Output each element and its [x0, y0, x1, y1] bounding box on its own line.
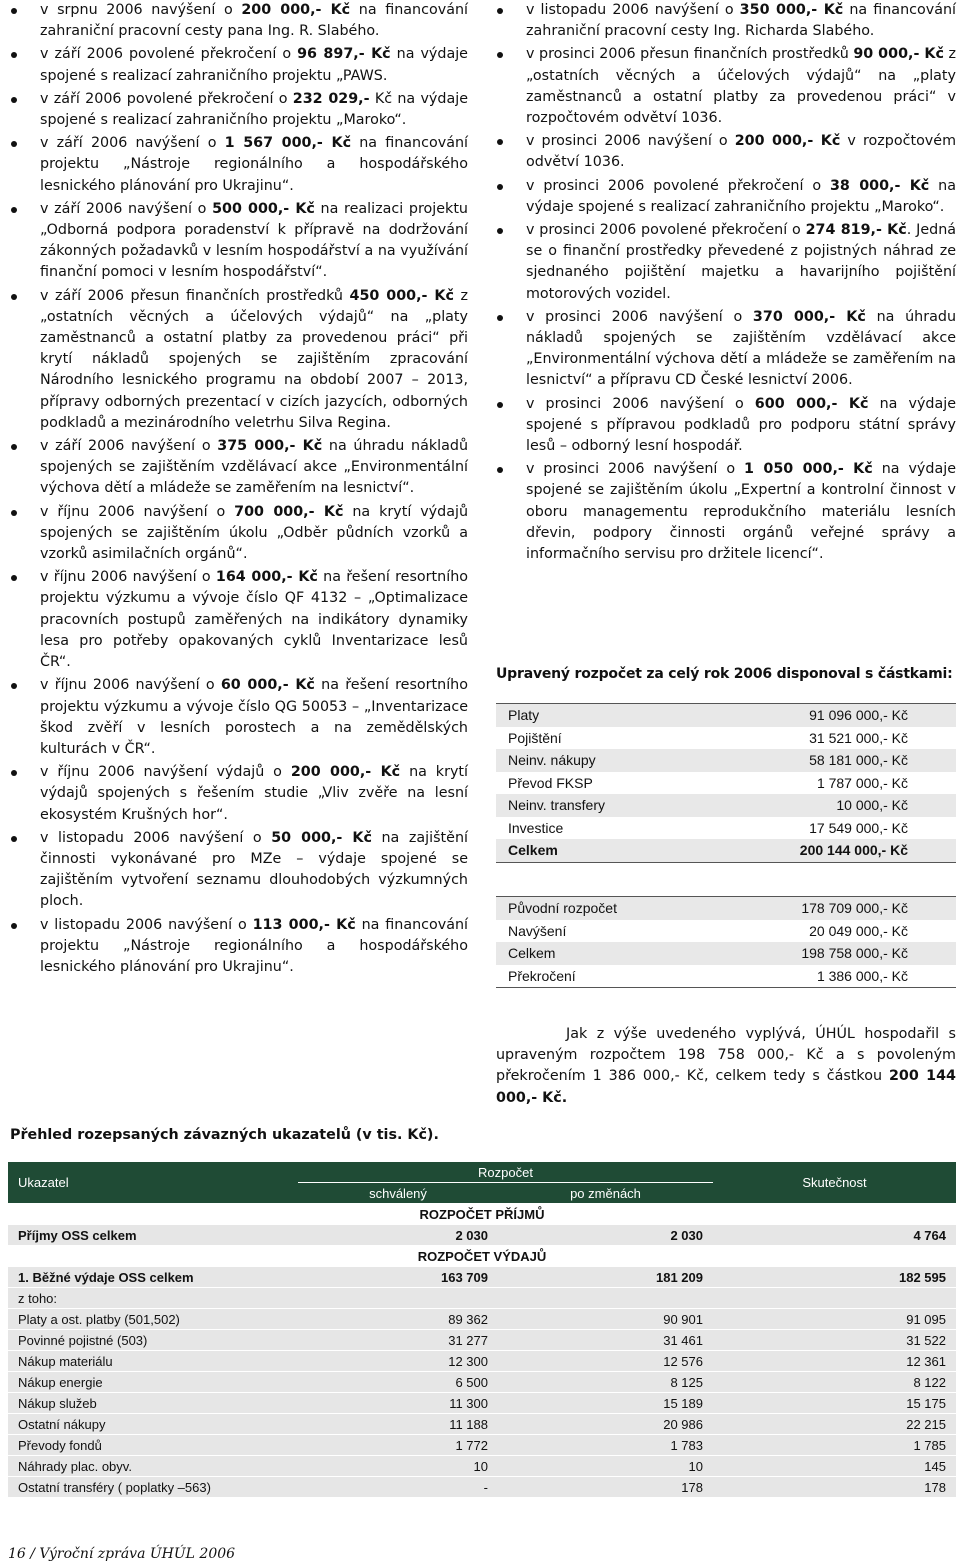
bullet-item [496, 131, 956, 173]
summary-label: Převod FKSP [508, 774, 593, 791]
bullet-dot-icon [11, 683, 17, 689]
bullet-text: z „ostatních věcných a účelových výdajů“ na „platy zaměstnanců a ostatní platby za provedenou práci“ při krytí nákladů spojených se zajištěním zpracování Národního lesnického programu na období 2007 – 2013, přípravy odborných prezentací v cizích jazycích, odborných podkladů a mezinárodního veletrhu Silva Regina. [40, 287, 468, 431]
bullet-text: v říjnu 2006 navýšení o [40, 569, 216, 586]
cell-label: Nákup služeb [8, 1393, 298, 1414]
table-row [8, 1456, 956, 1477]
cell-skutecnost: 12 361 [713, 1351, 956, 1372]
header-po-zmenach: po změnách [498, 1183, 713, 1204]
cell-po-zmenach: 10 [498, 1456, 713, 1477]
bullet-dot-icon [497, 8, 503, 14]
summary-label: Investice [508, 819, 564, 836]
cell-skutecnost: 145 [713, 1456, 956, 1477]
bullet-item [10, 199, 468, 284]
left-bullet-list [10, 0, 468, 978]
table-header-row-1 [8, 1162, 956, 1183]
summary-label: Překročení [508, 967, 576, 984]
bullet-amount: 370 000,- Kč [752, 308, 866, 325]
bullet-item [10, 436, 468, 500]
summary-value: 31 521 000,- Kč [809, 729, 908, 746]
bullet-item [10, 762, 468, 826]
cell-schvaleny: 2 030 [298, 1225, 498, 1246]
bullet-text: v září 2006 povolené překročení o [40, 90, 293, 107]
header-skutecnost: Skutečnost [713, 1162, 956, 1204]
cell-po-zmenach: 12 576 [498, 1351, 713, 1372]
bullet-amount: 274 819,- Kč [805, 222, 907, 239]
bullet-text: v srpnu 2006 navýšení o [40, 2, 242, 18]
summary-row [496, 942, 956, 965]
bullet-text: na výdaje spojené s realizací zahraničního projektu „PAWS. [40, 46, 468, 84]
bullet-text: na řešení resortního projektu výzkumu a vývoje číslo QG 50053 – „Inventarizace škod zvěří v lesních porostech a na zemědělských kulturách v ČR“. [40, 677, 468, 757]
summary-value: 17 549 000,- Kč [809, 819, 908, 836]
adjusted-budget-title: Upravený rozpočet za celý rok 2006 disponoval s částkami: [496, 666, 953, 682]
summary-label: Celkem [496, 839, 681, 862]
row-z-toho [8, 1288, 956, 1309]
cell-schvaleny: 11 188 [298, 1414, 498, 1435]
bullet-item [10, 133, 468, 197]
overview-title: Přehled rozepsaných závazných ukazatelů (v tis. Kč). [10, 1127, 439, 1143]
cell-schvaleny: 31 277 [298, 1330, 498, 1351]
bullet-dot-icon [11, 770, 17, 776]
bullet-amount: 50 000,- Kč [271, 829, 372, 846]
bullet-dot-icon [11, 8, 17, 14]
bullet-text: na výdaje spojené s přípravou podkladů pro podporu státní správy lesů – odborný lesní hospodář. [526, 395, 957, 455]
bullet-text: v prosinci 2006 navýšení o [526, 395, 755, 412]
cell-schvaleny: 89 362 [298, 1309, 498, 1330]
summary-row [496, 839, 956, 862]
bullet-text: na financování zahraniční pracovní cesty Ing. Richarda Slabého. [526, 2, 956, 40]
header-rozpocet: Rozpočet [298, 1162, 713, 1183]
bullet-amount: 200 000,- Kč [241, 2, 351, 18]
cell-po-zmenach: 178 [498, 1477, 713, 1498]
summary-label: Původní rozpočet [496, 897, 693, 920]
bullet-item [10, 502, 468, 566]
summary-label: Platy [496, 704, 681, 727]
bullet-text: na financování projektu „Nástroje regionálního a hospodářského lesnického plánování pro Ukrajinu“. [40, 916, 468, 975]
bullet-item [10, 915, 468, 979]
bullet-dot-icon [497, 402, 503, 408]
bullet-amount: 500 000,- Kč [212, 200, 315, 217]
section-prijmy [8, 1204, 956, 1225]
section-vydaje-label: ROZPOČET VÝDAJŮ [8, 1246, 956, 1267]
bullet-text: na financování zahraniční pracovní cesty pana Ing. R. Slabého. [40, 2, 468, 40]
bullet-item [10, 286, 468, 434]
cell-po-zmenach: 20 986 [498, 1414, 713, 1435]
bullet-amount: 90 000,- Kč [853, 46, 944, 63]
bullet-text: na úhradu nákladů spojených se zajištěním vzdělávací akce „Environmentální výchova dětí a mládeže se zaměřením na lesnictví“. [40, 438, 469, 497]
bullet-text: v prosinci 2006 navýšení o [526, 461, 745, 478]
summary-value: 91 096 000,- Kč [681, 704, 956, 727]
bullet-amount: 700 000,- Kč [234, 503, 344, 520]
bullet-text: v září 2006 navýšení o [40, 200, 213, 217]
table-row [8, 1435, 956, 1456]
page-footer: 16 / Výroční zpráva ÚHÚL 2006 [8, 1546, 236, 1562]
bullet-text: v září 2006 navýšení o [40, 438, 218, 455]
bullet-dot-icon [11, 444, 17, 450]
cell-label: Příjmy OSS celkem [8, 1225, 298, 1246]
bullet-dot-icon [497, 228, 503, 234]
cell-schvaleny: 12 300 [298, 1351, 498, 1372]
bullet-amount: 1 050 000,- Kč [744, 461, 873, 478]
cell-po-zmenach: 2 030 [498, 1225, 713, 1246]
bullet-dot-icon [497, 467, 503, 473]
bullet-amount: 375 000,- Kč [217, 438, 323, 455]
bullet-text: na výdaje spojené se zajištěním úkolu „Expertní a kontrolní činnost v oboru managementu reprodukčního materiálu lesních dřevin, podpory činnosti orgánů veřejné správy a informačního servisu pro držitele licencí“. [526, 461, 956, 563]
bullet-item [10, 0, 468, 42]
bullet-text: na realizaci projektu „Odborná podpora poradenství k přípravě na dodržování zákonných požadavků v lesním hospodářství a na využívání finanční pomoci v lesním hospodářství“. [40, 200, 468, 281]
bullet-text: na zajištění činnosti vykonávané pro MZe – výdaje spojené se zajištěním vytvoření seznamu dlouhodobých výzkumných ploch. [40, 829, 468, 910]
bullet-dot-icon [497, 184, 503, 190]
bullet-item [496, 44, 956, 129]
cell-po-zmenach: 1 783 [498, 1435, 713, 1456]
bullet-amount: 200 000,- Kč [734, 133, 841, 150]
bullet-text: na financování projektu „Nástroje regionálního a hospodářského lesnického plánování pro Ukrajinu“. [40, 135, 468, 194]
bullet-amount: 600 000,- Kč [754, 395, 869, 412]
header-ukazatel: Ukazatel [8, 1162, 298, 1204]
cell-skutecnost: 178 [713, 1477, 956, 1498]
bullet-text: v prosinci 2006 navýšení o [526, 308, 753, 325]
bullet-text: v prosinci 2006 povolené překročení o [526, 177, 830, 194]
summary-row [496, 794, 956, 817]
bullet-dot-icon [11, 97, 17, 103]
bullet-text: v rozpočtovém odvětví 1036. [526, 133, 956, 171]
cell-po-zmenach: 90 901 [498, 1309, 713, 1330]
bullet-text: v prosinci 2006 povolené překročení o [526, 222, 806, 239]
summary-row [496, 772, 956, 795]
summary-label: Pojištění [508, 729, 562, 746]
bullet-amount: 96 897,- Kč [297, 46, 391, 63]
conclusion-paragraph [496, 1024, 956, 1109]
cell-label: Nákup materiálu [8, 1351, 298, 1372]
cell-label: Platy a ost. platby (501,502) [8, 1309, 298, 1330]
summary-value: 20 049 000,- Kč [809, 922, 908, 939]
bullet-dot-icon [11, 52, 17, 58]
cell-label: Nákup energie [8, 1372, 298, 1393]
right-column [496, 0, 956, 567]
row-bezne-vydaje [8, 1267, 956, 1288]
bullet-dot-icon [11, 575, 17, 581]
cell-po-zmenach: 31 461 [498, 1330, 713, 1351]
bullet-item [496, 459, 956, 565]
cell-z-toho: z toho: [8, 1288, 956, 1309]
summary-value: 200 144 000,- Kč [681, 839, 956, 862]
cell-schvaleny: 6 500 [298, 1372, 498, 1393]
cell-label: Ostatní nákupy [8, 1414, 298, 1435]
bullet-text: v listopadu 2006 navýšení o [40, 916, 253, 933]
bullet-dot-icon [11, 207, 17, 213]
summary-value: 1 787 000,- Kč [816, 774, 908, 791]
table-row [8, 1477, 956, 1498]
summary-row [496, 897, 956, 920]
bullet-dot-icon [11, 294, 17, 300]
cell-skutecnost: 91 095 [713, 1309, 956, 1330]
summary-value: 198 758 000,- Kč [693, 942, 956, 965]
bullet-text: v prosinci 2006 přesun finančních prostředků [526, 46, 854, 63]
table-row [8, 1393, 956, 1414]
cell-label: Povinné pojistné (503) [8, 1330, 298, 1351]
bullet-dot-icon [11, 836, 17, 842]
summary-row [496, 749, 956, 772]
bullet-text: na řešení resortního projektu výzkumu a vývoje číslo QF 4132 – „Optimalizace pracovních postupů zaměřených na indikátory dynamiky lesa pro potřeby opakovaných cyklů Inventarizace lesů ČR“. [40, 569, 468, 671]
bullet-text: na úhradu nákladů spojených se zajištěním vzdělávací akce „Environmentální výchova dětí a mládeže se zaměřením na lesnictví“ a přípravu CD České lesnictví 2006. [526, 308, 957, 389]
summary-value: 178 709 000,- Kč [693, 897, 956, 920]
bullet-item [10, 675, 468, 760]
cell-skutecnost: 8 122 [713, 1372, 956, 1393]
bullet-text: v prosinci 2006 navýšení o [526, 133, 735, 150]
section-vydaje [8, 1246, 956, 1267]
cell-schvaleny: 1 772 [298, 1435, 498, 1456]
bullet-item [10, 828, 468, 913]
conclusion-text: Jak z výše uvedeného vyplývá, ÚHÚL hospodařil s upraveným rozpočtem 198 758 000,- Kč a s povoleným překročením 1 386 000,- Kč, celkem tedy s částkou [496, 1026, 956, 1085]
summary-value: 1 386 000,- Kč [816, 967, 908, 984]
budget-summary-table [496, 703, 956, 863]
bullet-text: Kč na výdaje spojené s realizací zahraničního projektu „Maroko“. [40, 90, 468, 129]
summary-row [496, 965, 956, 988]
conclusion-total: 200 144 000,- Kč. [496, 1068, 956, 1106]
cell-skutecnost: 4 764 [713, 1225, 956, 1246]
cell-label: Ostatní transféry ( poplatky –563) [8, 1477, 298, 1498]
cell-skutecnost: 15 175 [713, 1393, 956, 1414]
budget-change-table [496, 896, 956, 988]
bullet-text: v říjnu 2006 navýšení výdajů o [40, 764, 291, 781]
bullet-text: v září 2006 povolené překročení o [40, 46, 298, 63]
cell-schvaleny: 11 300 [298, 1393, 498, 1414]
cell-skutecnost: 182 595 [713, 1267, 956, 1288]
bullet-amount: 164 000,- Kč [215, 569, 318, 586]
bullet-dot-icon [497, 52, 503, 58]
bullet-item [496, 176, 956, 218]
summary-value: 58 181 000,- Kč [681, 749, 956, 772]
table-row [8, 1351, 956, 1372]
cell-label: 1. Běžné výdaje OSS celkem [8, 1267, 298, 1288]
indicators-table [8, 1162, 956, 1498]
section-prijmy-label: ROZPOČET PŘÍJMŮ [8, 1204, 956, 1225]
bullet-dot-icon [497, 139, 503, 145]
table-row [8, 1330, 956, 1351]
bullet-text: na krytí výdajů spojených se zajištěním úkolu „Odběr půdních vzorků a vzorků asimilačních orgánů“. [40, 503, 469, 563]
cell-label: Náhrady plac. obyv. [8, 1456, 298, 1477]
bullet-amount: 200 000,- Kč [290, 764, 401, 781]
bullet-dot-icon [11, 510, 17, 516]
cell-label: Převody fondů [8, 1435, 298, 1456]
bullet-item [10, 44, 468, 86]
bullet-item [10, 89, 468, 131]
bullet-text: v září 2006 přesun finančních prostředků [40, 287, 350, 304]
cell-skutecnost: 31 522 [713, 1330, 956, 1351]
bullet-amount: 232 029,- [292, 90, 370, 107]
bullet-item [496, 394, 956, 458]
summary-label: Navýšení [508, 922, 567, 939]
bullet-text: na krytí výdajů spojených s řešením studie „Vliv zvěře na lesní ekosystém Krušných hor“. [40, 764, 469, 823]
cell-skutecnost: 1 785 [713, 1435, 956, 1456]
summary-label: Neinv. transfery [496, 794, 681, 817]
left-column [10, 0, 468, 980]
bullet-item [496, 220, 956, 305]
bullet-item [10, 567, 468, 673]
bullet-text: v říjnu 2006 navýšení o [40, 503, 235, 520]
bullet-amount: 113 000,- Kč [252, 916, 356, 933]
summary-row [496, 817, 956, 840]
bullet-text: v listopadu 2006 navýšení o [40, 829, 272, 846]
bullet-amount: 350 000,- Kč [739, 2, 844, 18]
bullet-text: v říjnu 2006 navýšení o [40, 677, 221, 694]
table-row [8, 1372, 956, 1393]
summary-row [496, 920, 956, 943]
cell-schvaleny: 163 709 [298, 1267, 498, 1288]
cell-po-zmenach: 15 189 [498, 1393, 713, 1414]
header-schvaleny: schválený [298, 1183, 498, 1204]
row-prijmy [8, 1225, 956, 1246]
bullet-amount: 1 567 000,- Kč [224, 135, 352, 152]
bullet-dot-icon [497, 315, 503, 321]
bullet-dot-icon [11, 923, 17, 929]
cell-schvaleny: 10 [298, 1456, 498, 1477]
bullet-text: . Jedná se o finanční prostředky převedené z pojistných náhrad ze sjednaného pojištění majetku a havarijního pojištění motorových vozidel. [526, 222, 957, 302]
bullet-item [496, 307, 956, 392]
bullet-item [496, 0, 956, 42]
right-bullet-list [496, 0, 956, 565]
bullet-text: v listopadu 2006 navýšení o [526, 2, 740, 18]
summary-row [496, 727, 956, 750]
summary-row [496, 704, 956, 727]
cell-skutecnost: 22 215 [713, 1414, 956, 1435]
cell-schvaleny: - [298, 1477, 498, 1498]
summary-value: 10 000,- Kč [681, 794, 956, 817]
table-row [8, 1309, 956, 1330]
bullet-amount: 60 000,- Kč [220, 677, 315, 694]
summary-label: Celkem [496, 942, 693, 965]
bullet-text: v září 2006 navýšení o [40, 135, 225, 152]
table-row [8, 1414, 956, 1435]
bullet-text: na výdaje spojené s realizací zahraničního projektu „Maroko“. [526, 177, 956, 215]
bullet-text: z „ostatních věcných a účelových výdajů“ na „platy zaměstnanců a ostatní platby za provedenou práci“ v rozpočtovém odvětví 1036. [526, 46, 956, 127]
cell-po-zmenach: 181 209 [498, 1267, 713, 1288]
bullet-amount: 38 000,- Kč [829, 177, 930, 194]
summary-label: Neinv. nákupy [496, 749, 681, 772]
bullet-amount: 450 000,- Kč [349, 287, 454, 304]
cell-po-zmenach: 8 125 [498, 1372, 713, 1393]
bullet-dot-icon [11, 141, 17, 147]
